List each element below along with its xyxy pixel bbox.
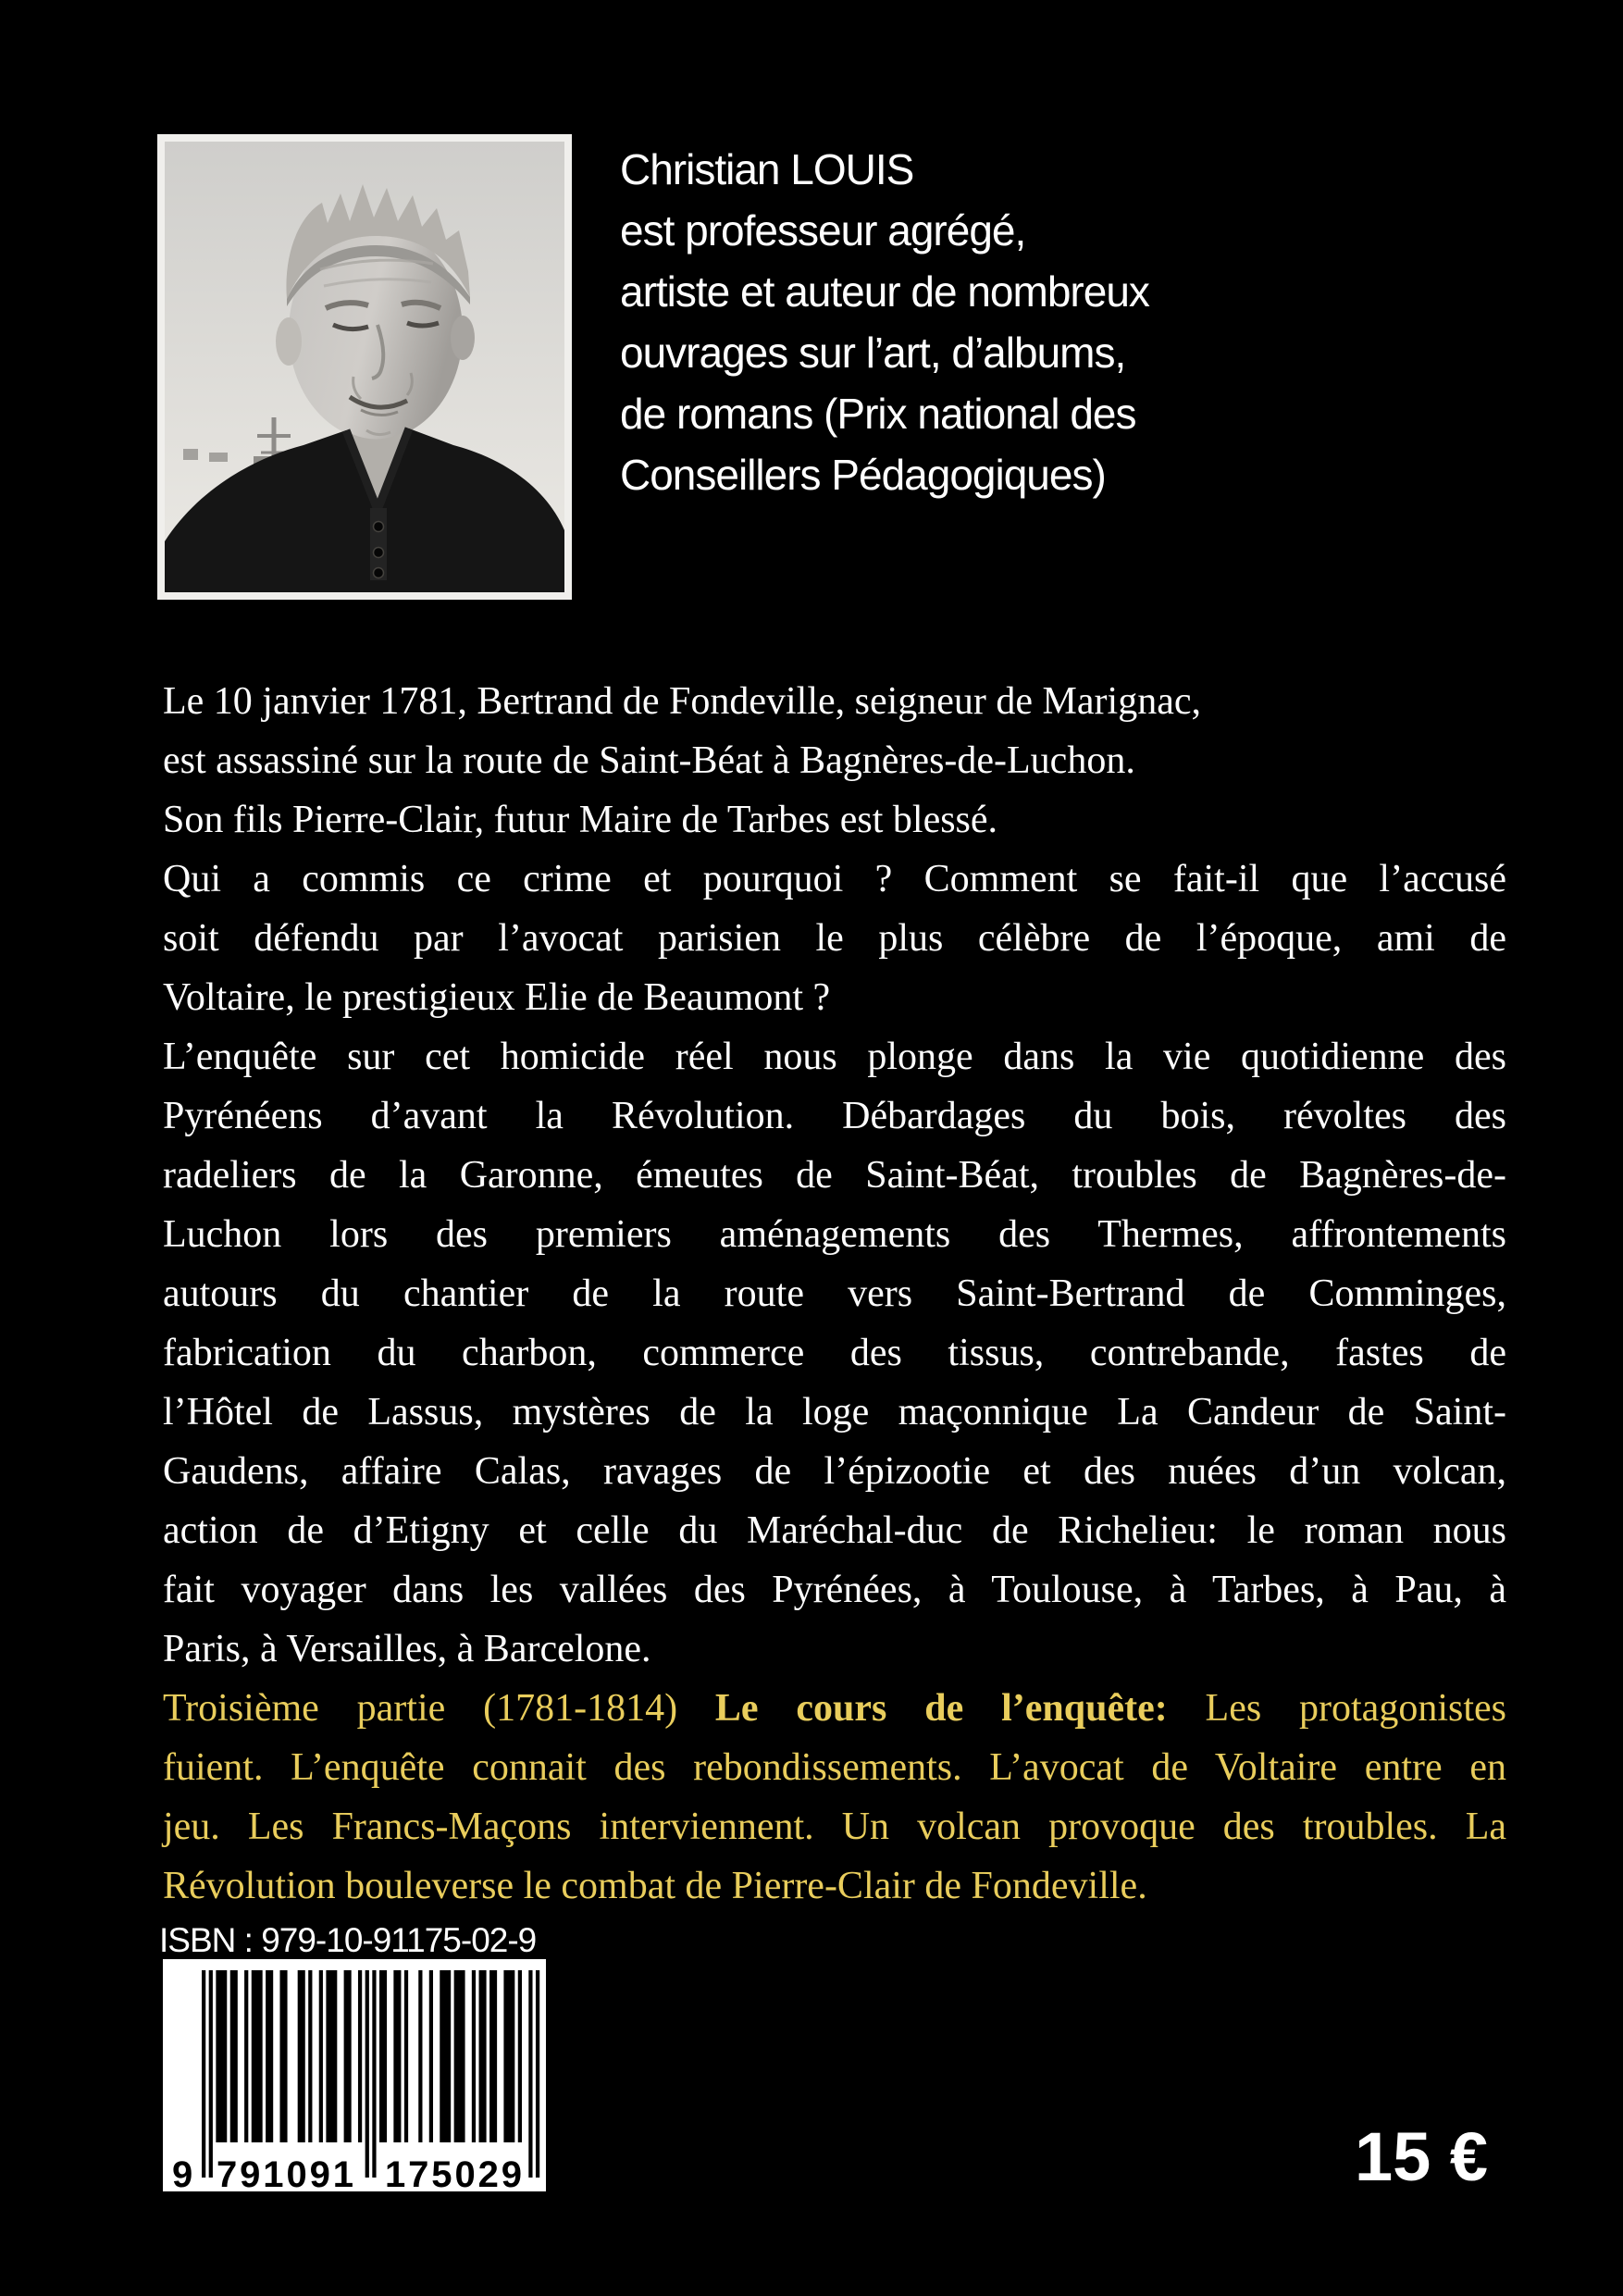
synopsis-line: Son fils Pierre-Clair, futur Maire de Tarbes est blessé. (163, 799, 998, 841)
author-bio-line: de romans (Prix national des (620, 390, 1136, 438)
synopsis-line: Qui a commis ce crime et pourquoi ? Comment se fait-il que l’accusé (163, 858, 1506, 900)
synopsis-line: Paris, à Versailles, à Barcelone. (163, 1628, 651, 1670)
author-bio-line: Conseillers Pédagogiques) (620, 451, 1106, 499)
series-note-highlight: Le cours de l’enquête: (714, 1687, 1168, 1730)
series-note-line: Révolution bouleverse le combat de Pierre-Clair de Fondeville. (163, 1865, 1147, 1907)
barcode-svg (163, 1959, 546, 2191)
synopsis-line: Voltaire, le prestigieux Elie de Beaumont ? (163, 976, 831, 1019)
synopsis-line: fabrication du charbon, commerce des tissus, contrebande, fastes de (163, 1332, 1506, 1374)
svg-text:9: 9 (172, 2154, 193, 2191)
price-label: 15 € (1355, 2118, 1489, 2195)
author-bio-line: est professeur agrégé, (620, 206, 1026, 254)
svg-text:791091: 791091 (217, 2154, 353, 2191)
synopsis-line: est assassiné sur la route de Saint-Béat à Bagnères-de-Luchon. (163, 739, 1135, 782)
author-bio-line: ouvrages sur l’art, d’albums, (620, 329, 1126, 377)
series-note-prefix: Troisième partie (1781-1814) (163, 1687, 715, 1730)
author-photo (157, 134, 572, 600)
barcode (163, 1959, 546, 2191)
synopsis-line: L’enquête sur cet homicide réel nous plonge dans la vie quotidienne des (163, 1036, 1506, 1078)
synopsis-line: action de d’Etigny et celle du Maréchal-duc de Richelieu: le roman nous (163, 1509, 1506, 1552)
svg-text:175029: 175029 (385, 2154, 522, 2191)
author-name: Christian LOUIS (620, 145, 914, 193)
author-photo-image (165, 142, 564, 592)
synopsis-line: radeliers de la Garonne, émeutes de Saint-Béat, troubles de Bagnères-de- (163, 1154, 1506, 1197)
series-note-line (163, 1679, 1506, 1738)
synopsis-line: autours du chantier de la route vers Saint-Bertrand de Comminges, (163, 1272, 1506, 1315)
author-bio-line: artiste et auteur de nombreux (620, 267, 1149, 316)
author-bio (620, 139, 1149, 505)
series-note-line: jeu. Les Francs-Maçons interviennent. Un volcan provoque des troubles. La (163, 1806, 1506, 1848)
synopsis-line: Luchon lors des premiers aménagements des Thermes, affrontements (163, 1213, 1506, 1256)
synopsis-line: soit défendu par l’avocat parisien le plus célèbre de l’époque, ami de (163, 917, 1506, 960)
series-note-line: fuient. L’enquête connait des rebondissements. L’avocat de Voltaire entre en (163, 1746, 1506, 1789)
series-note-suffix: Les protagonistes (1167, 1687, 1506, 1730)
isbn-label: ISBN : 979-10-91175-02-9 (159, 1921, 537, 1959)
synopsis-line: fait voyager dans les vallées des Pyrénées, à Toulouse, à Tarbes, à Pau, à (163, 1569, 1506, 1611)
synopsis-line: Pyrénéens d’avant la Révolution. Débardages du bois, révoltes des (163, 1095, 1506, 1137)
synopsis-line: Gaudens, affaire Calas, ravages de l’épizootie et des nuées d’un volcan, (163, 1450, 1506, 1493)
synopsis (163, 672, 1506, 1916)
synopsis-line: Le 10 janvier 1781, Bertrand de Fondeville, seigneur de Marignac, (163, 680, 1201, 723)
synopsis-line: l’Hôtel de Lassus, mystères de la loge maçonnique La Candeur de Saint- (163, 1391, 1506, 1433)
